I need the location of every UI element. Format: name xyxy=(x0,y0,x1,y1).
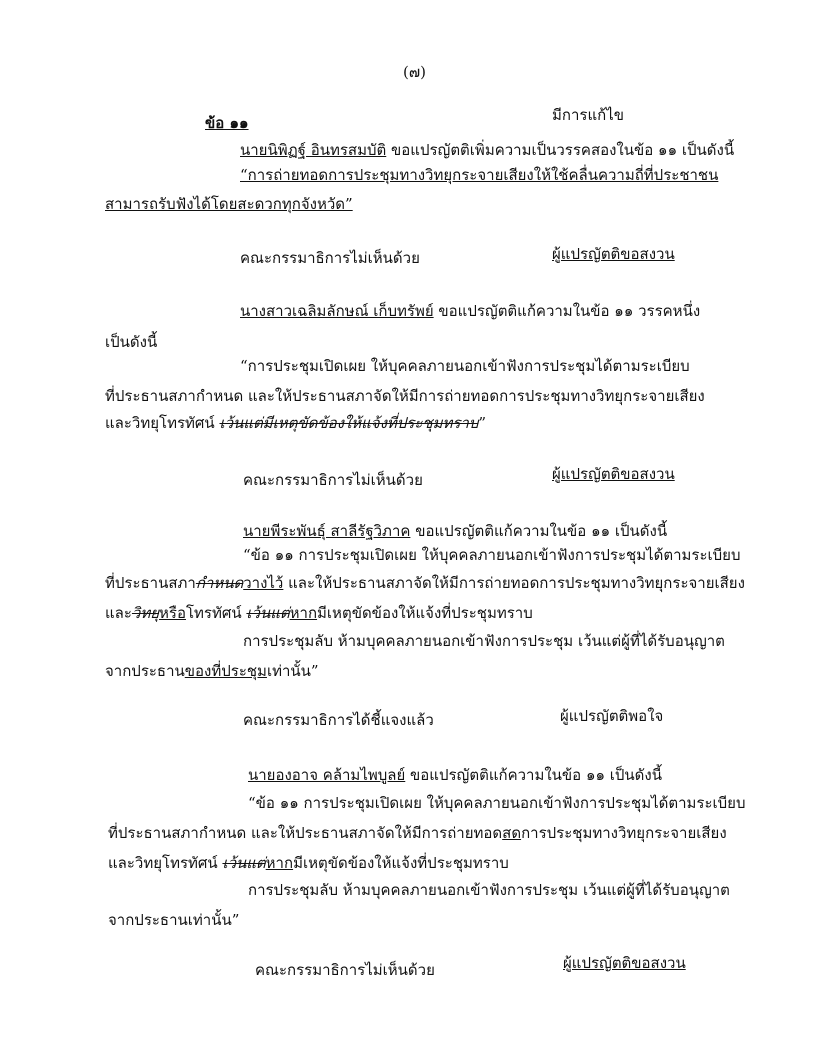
amendment-text: และวิทยุโทรทัศน์ xyxy=(108,854,223,872)
amendment-text: เท่านั้น” xyxy=(266,662,319,680)
amendment-intro: ขอแปรญัตติแก้ความในข้อ ๑๑ เป็นดังนี้ xyxy=(410,766,662,784)
amendment-intro: ขอแปรญัตติเพิ่มความเป็นวรรคสองในข้อ ๑๑ เป็นดังนี้ xyxy=(391,141,735,159)
proposer-name: นายพีระพันธุ์ สาลีรัฐวิภาค xyxy=(243,522,411,540)
clause-status: มีการแก้ไข xyxy=(552,106,624,124)
amendment-text: มีเหตุขัดข้องให้แจ้งที่ประชุมทราบ xyxy=(317,604,533,622)
proposer-name: นางสาวเฉลิมลักษณ์ เก็บทรัพย์ xyxy=(240,302,434,320)
clause-heading: ข้อ ๑๑ xyxy=(205,114,249,132)
amendment-text: ที่ประธานสภากำหนด และให้ประธานสภาจัดให้มีการถ่ายทอด xyxy=(108,824,503,842)
amendment-text: การประชุมลับ ห้ามบุคคลภายนอกเข้าฟังการประชุม เว้นแต่ผู้ที่ได้รับอนุญาต xyxy=(243,632,725,650)
inserted-text: ของที่ประชุม xyxy=(184,662,267,680)
amendment-text: จากประธาน xyxy=(105,662,185,680)
amendment-text: และ xyxy=(105,604,132,622)
proposer-result: ผู้แปรญัตติขอสงวน xyxy=(563,954,686,972)
proposer-result: ผู้แปรญัตติขอสงวน xyxy=(552,465,675,483)
proposer-name: นายนิพิฏฐ์ อินทรสมบัติ xyxy=(240,141,387,159)
amendment-text: ที่ประธานสภา xyxy=(105,574,196,592)
amendment-text: “ข้อ ๑๑ การประชุมเปิดเผย ให้บุคคลภายนอกเข้าฟังการประชุมได้ตามระเบียบ xyxy=(243,546,741,564)
closing-quote: ” xyxy=(478,414,487,432)
inserted-text: หาก xyxy=(289,604,318,622)
struck-text: วิทยุ xyxy=(131,604,160,622)
committee-opinion: คณะกรรมาธิการไม่เห็นด้วย xyxy=(243,471,423,489)
amendment-text: “การถ่ายทอดการประชุมทางวิทยุกระจายเสียงให้ใช้คลื่นความถี่ที่ประชาชน xyxy=(240,166,719,184)
page-number: (๗) xyxy=(403,63,426,81)
amendment-text: มีเหตุขัดข้องให้แจ้งที่ประชุมทราบ xyxy=(293,854,509,872)
proposer-result: ผู้แปรญัตติพอใจ xyxy=(560,707,664,725)
amendment-text: การประชุมลับ ห้ามบุคคลภายนอกเข้าฟังการประชุม เว้นแต่ผู้ที่ได้รับอนุญาต xyxy=(248,881,730,899)
amendment-text: และวิทยุโทรทัศน์ xyxy=(105,414,215,432)
proposer-name: นายองอาจ คล้ามไพบูลย์ xyxy=(248,766,406,784)
amendment-text: “การประชุมเปิดเผย ให้บุคคลภายนอกเข้าฟังการประชุมได้ตามระเบียบ xyxy=(240,357,690,375)
amendment-text: จากประธานเท่านั้น” xyxy=(108,911,240,929)
amendment-intro: ขอแปรญัตติแก้ความในข้อ ๑๑ เป็นดังนี้ xyxy=(415,522,668,540)
amendment-text: โทรทัศน์ xyxy=(185,604,247,622)
struck-text: เว้นแต่มีเหตุขัดข้องให้แจ้งที่ประชุมทราบ xyxy=(219,414,479,432)
amendment-intro: ขอแปรญัตติแก้ความในข้อ ๑๑ วรรคหนึ่ง xyxy=(438,302,701,320)
struck-text: เว้นแต่ xyxy=(246,604,290,622)
committee-opinion: คณะกรรมาธิการได้ชี้แจงแล้ว xyxy=(243,711,434,729)
amendment-text: และให้ประธานสภาจัดให้มีการถ่ายทอดการประชุมทางวิทยุกระจายเสียง xyxy=(283,574,745,592)
amendment-text: “ข้อ ๑๑ การประชุมเปิดเผย ให้บุคคลภายนอกเข้าฟังการประชุมได้ตามระเบียบ xyxy=(248,794,746,812)
struck-text: กำหนด xyxy=(195,574,244,592)
inserted-text: หาก xyxy=(265,854,294,872)
amendment-text: ที่ประธานสภากำหนด และให้ประธานสภาจัดให้มีการถ่ายทอดการประชุมทางวิทยุกระจายเสียง xyxy=(105,387,705,405)
struck-text: เว้นแต่ xyxy=(222,854,266,872)
amendment-text: สามารถรับฟังได้โดยสะดวกทุกจังหวัด” xyxy=(105,195,353,213)
amendment-intro-cont: เป็นดังนี้ xyxy=(105,333,158,351)
inserted-text: สด xyxy=(502,824,522,842)
amendment-text: การประชุมทางวิทยุกระจายเสียง xyxy=(521,824,727,842)
proposer-result: ผู้แปรญัตติขอสงวน xyxy=(552,245,675,263)
inserted-text: หรือ xyxy=(159,604,186,622)
committee-opinion: คณะกรรมาธิการไม่เห็นด้วย xyxy=(255,961,435,979)
inserted-text: วางไว้ xyxy=(243,574,284,592)
committee-opinion: คณะกรรมาธิการไม่เห็นด้วย xyxy=(240,249,420,267)
